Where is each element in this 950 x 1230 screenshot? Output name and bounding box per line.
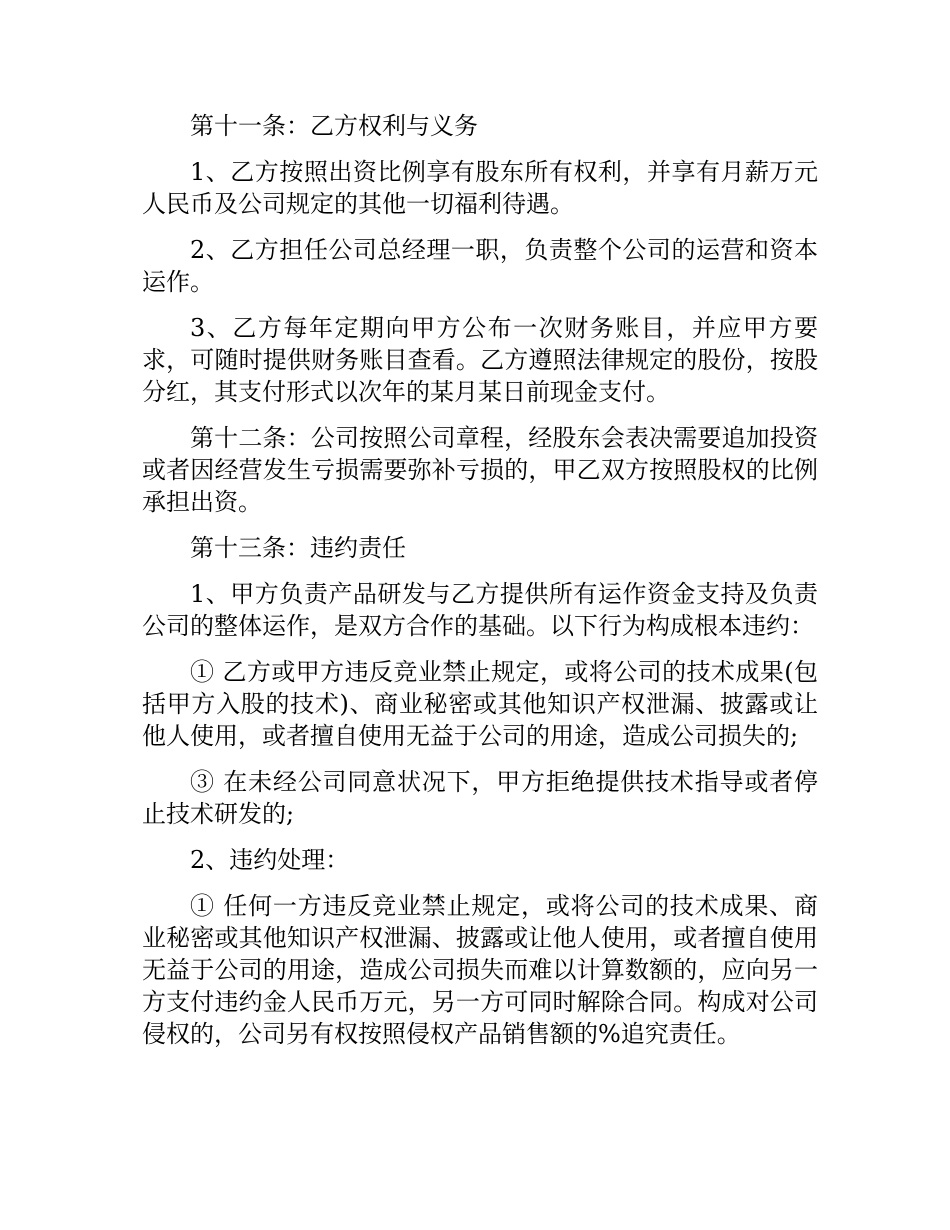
breach-item-3: ③ 在未经公司同意状况下，甲方拒绝提供技术指导或者停止技术研发的; [142,768,818,828]
article-13-clause-1: 1、甲方负责产品研发与乙方提供所有运作资金支持及负责公司的整体运作，是双方合作的基础。以下行为构成根本违约： [142,580,818,640]
article-11-clause-1: 1、乙方按照出资比例享有股东所有权利，并享有月薪万元人民币及公司规定的其他一切福利待遇。 [142,158,818,218]
article-11-heading: 第十一条：乙方权利与义务 [190,112,478,140]
article-13-clause-2: 2、违约处理： [190,846,350,874]
handling-item-1: ① 任何一方违反竞业禁止规定，或将公司的技术成果、商业秘密或其他知识产权泄漏、披露或让他人使用，或者擅自使用无益于公司的用途，造成公司损失而难以计算数额的，应向另一方支付违约金人民币万元，另一方可同时解除合同。构成对公司侵权的，公司另有权按照侵权产品销售额的%追究责任。 [142,892,818,1048]
article-13-heading: 第十三条：违约责任 [190,534,406,562]
article-12-paragraph: 第十二条：公司按照公司章程，经股东会表决需要追加投资或者因经营发生亏损需要弥补亏损的，甲乙双方按照股权的比例承担出资。 [142,424,818,516]
document-body [142,110,818,1064]
article-11-clause-3: 3、乙方每年定期向甲方公布一次财务账目，并应甲方要求，可随时提供财务账目查看。乙方遵照法律规定的股份，按股分红，其支付形式以次年的某月某日前现金支付。 [142,314,818,406]
breach-item-1: ① 乙方或甲方违反竞业禁止规定，或将公司的技术成果(包括甲方入股的技术)、商业秘密或其他知识产权泄漏、披露或让他人使用，或者擅自使用无益于公司的用途，造成公司损失的; [142,658,818,750]
article-11-clause-2: 2、乙方担任公司总经理一职，负责整个公司的运营和资本运作。 [142,236,818,296]
